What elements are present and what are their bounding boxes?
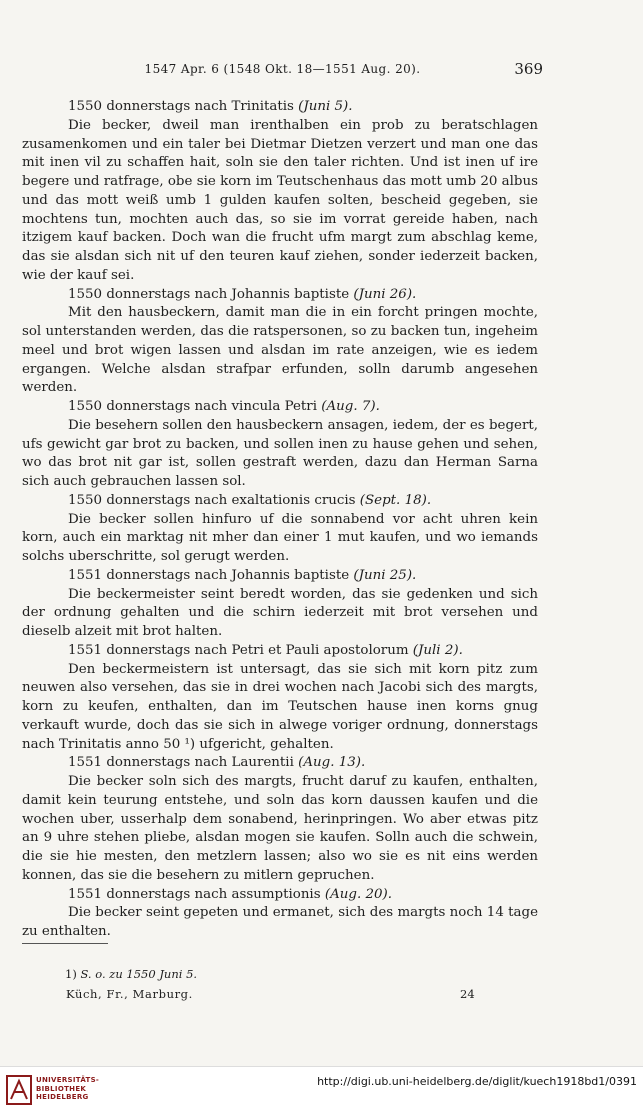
footnote-marker: 1) [65, 967, 77, 981]
library-logo-text: UNIVERSITÄTS- BIBLIOTHEK HEIDELBERG [36, 1076, 100, 1101]
running-header: 1547 Apr. 6 (1548 Okt. 18—1551 Aug. 20). [144, 62, 421, 76]
entry-date-note: (Aug. 7). [321, 399, 380, 414]
entry-text: Die becker seint gepeten und ermanet, sich des margts noch 14 tage zu enthalten. [22, 905, 538, 939]
entry [22, 567, 538, 642]
entry [22, 492, 538, 567]
entry-date-note: (Aug. 20). [324, 886, 392, 902]
entry-date-note: (Aug. 13). [298, 755, 366, 771]
entry-text: Mit den hausbeckern, damit man die in ein forcht pringen mochte, sol unterstanden werden, das die ratspersonen, so zu backen tun, ingeheim meel und brot wigen lassen und alsdan im rate anzeigen, wie es iedem ergangen. Welche alsdan strafpar erfunden, solln darumb angesehen werden. [22, 305, 538, 396]
entry-date: 1550 donnerstags nach vincula Petri (Aug. 7). [68, 399, 380, 414]
entry [22, 98, 538, 286]
page-number: 369 [514, 60, 543, 78]
signature-number: 24 [460, 987, 475, 1001]
entry-text: Die besehern sollen den hausbeckern ansagen, iedem, der es begert, ufs gewicht gar brot zu backen, und sollen inen zu hause gehen und sehen, wo das brot nit gar ist, sollen gestraft werden, dazu dan Herman Sarna sich auch gebrauchen lassen sol. [22, 417, 538, 489]
entry-text: Den beckermeistern ist untersagt, das sie sich mit korn pitz zum neuwen also versehen, das sie in drei wochen nach Jacobi sich des margts, korn zu keufen, enthalten, dan im Teutschen hause inen korns gnug verkauft wurde, doch das sie sich in alwege voriger ordnung, donnerstags nach Trinitatis anno 50 ¹) ufgericht, gehalten. [22, 661, 538, 752]
footnote [65, 967, 197, 981]
entry-text: Die beckermeister seint beredt worden, das sie gedenken und sich der ordnung gehalten und die schirn iederzeit mit brot versehen und dieselb alzeit mit brot halten. [22, 586, 538, 639]
library-footer [0, 1066, 643, 1113]
entry-date: 1550 donnerstags nach exaltationis crucis (Sept. 18). [68, 492, 432, 508]
entry [22, 886, 538, 942]
body-text [22, 98, 538, 942]
entry-text: Die becker soln sich des margts, frucht daruf zu kaufen, enthalten, damit kein teurung entstehe, und soln das korn daussen kaufen und die wochen uber, usserhalp dem sonabend, herinpringen. Wo aber etwas pitz an 9 uhre stehen pliebe, alsdan mogen sie kaufen. Solln auch die schwein, die sie hie mesten, den metzlern lassen; also wo sie es nit eins werden konnen, das sie die besehern zu mitlern gepruchen. [22, 774, 538, 883]
entry-date-note: (Juni 25). [353, 567, 417, 583]
entry-date-note: (Juni 5). [298, 99, 353, 114]
entry-date: 1551 donnerstags nach Petri et Pauli apostolorum (Juli 2). [68, 642, 463, 658]
footnote-divider [22, 943, 108, 944]
entry-date-note: (Juni 26). [353, 286, 417, 302]
entry [22, 286, 538, 399]
entry-date: 1551 donnerstags nach assumptionis (Aug. 20). [68, 886, 392, 902]
entry [22, 754, 538, 885]
entry-text: Die becker, dweil man irenthalben ein prob zu beratschlagen zusamenkomen und ein taler bei Dietmar Dietzen verzert und man one das mit inen vil zu schaffen hait, soln sie den taler richten. Und ist inen uf ire begere und ratfrage, obe sie korn im Teutschenhaus das mott umb 20 albus und das mott weiß umb 1 gulden kaufen solten, bescheid gegeben, sie mochtens tun, mochten auch das, so sie im vorrat gereide haben, nach itzigem kauf backen. Doch wan die frucht ufm margt zum abschlag keme, das sie alsdan sich nit uf den teuren kauf ziehen, sonder iederzeit backen, wie der kauf sei. [22, 117, 538, 283]
entry [22, 642, 538, 755]
printer-signature: Küch, Fr., Marburg. [66, 987, 193, 1001]
entry-date-note: (Sept. 18). [359, 492, 432, 508]
permalink-url[interactable]: http://digi.ub.uni-heidelberg.de/diglit/kuech1918bd1/0391 [317, 1075, 637, 1088]
entry-text: Die becker sollen hinfuro uf die sonnabend vor acht uhren kein korn, auch ein marktag nit mher dan einer 1 mut kaufen, und wo iemands solchs uberschritte, sol gerugt werden. [22, 511, 538, 564]
entry-date-note: (Juli 2). [412, 642, 463, 658]
entry [22, 398, 538, 492]
footnote-text: S. o. zu 1550 Juni 5. [80, 967, 198, 981]
entry-date: 1551 donnerstags nach Johannis baptiste (Juni 25). [68, 567, 417, 583]
entry-date: 1550 donnerstags nach Trinitatis (Juni 5). [68, 99, 353, 114]
library-logo-icon [6, 1075, 32, 1105]
entry-date: 1550 donnerstags nach Johannis baptiste (Juni 26). [68, 286, 417, 302]
entry-date: 1551 donnerstags nach Laurentii (Aug. 13). [68, 755, 366, 771]
